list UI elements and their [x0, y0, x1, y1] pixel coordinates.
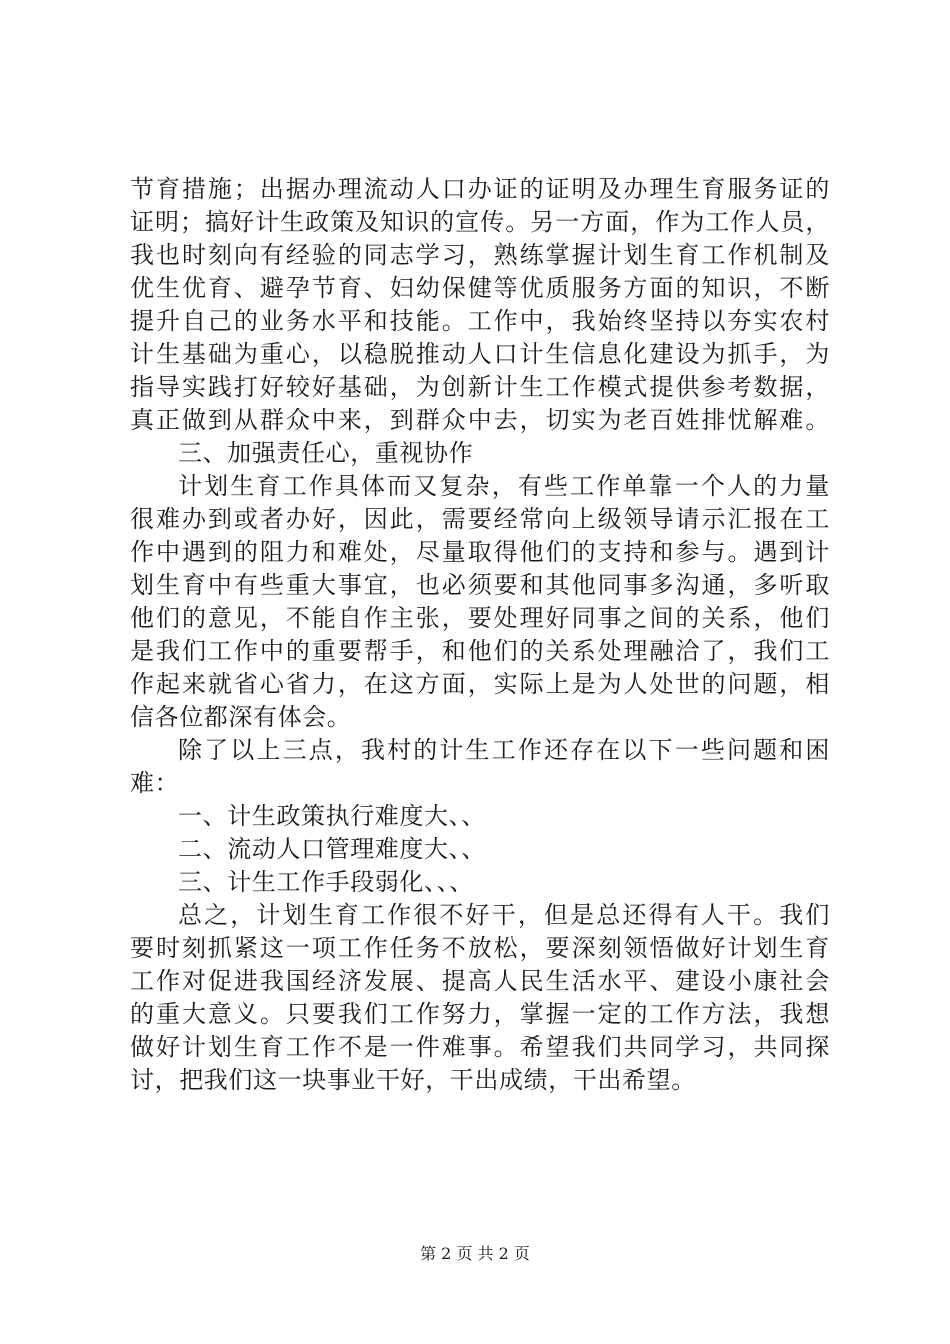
text-line: 我也时刻向有经验的同志学习，熟练掌握计划生育工作机制及 [130, 241, 830, 269]
page-number-footer: 第 2 页 共 2 页 [420, 1244, 530, 1263]
text-line: 证明；搞好计生政策及知识的宣传。另一方面，作为工作人员， [130, 208, 830, 236]
text-line: 的重大意义。只要我们工作努力，掌握一定的工作方法，我想 [130, 1000, 830, 1028]
text-line: 信各位都深有体会。 [130, 703, 352, 731]
text-line: 真正做到从群众中来，到群众中去，切实为老百姓排忧解难。 [130, 406, 830, 434]
text-line: 计生基础为重心，以稳脱推动人口计生信息化建设为抓手，为 [130, 340, 830, 368]
text-line: 作中遇到的阻力和难处，尽量取得他们的支持和参与。遇到计 [130, 538, 830, 566]
text-line: 工作对促进我国经济发展、提高人民生活水平、建设小康社会 [130, 967, 830, 995]
text-line: 指导实践打好较好基础，为创新计生工作模式提供参考数据， [130, 373, 830, 401]
document-body [130, 173, 830, 1097]
list-item: 一、计生政策执行难度大、、 [178, 802, 486, 830]
text-line: 讨，把我们这一块事业干好，干出成绩，干出希望。 [130, 1066, 696, 1094]
text-line: 除了以上三点，我村的计生工作还存在以下一些问题和困 [178, 736, 830, 764]
text-line: 作起来就省心省力，在这方面，实际上是为人处世的问题，相 [130, 670, 830, 698]
text-line: 很难办到或者办好，因此，需要经常向上级领导请示汇报在工 [130, 505, 830, 533]
text-line: 计划生育工作具体而又复杂，有些工作单靠一个人的力量 [178, 472, 830, 500]
section-heading: 三、加强责任心，重视协作 [178, 439, 474, 467]
text-line: 是我们工作中的重要帮手，和他们的关系处理融洽了，我们工 [130, 637, 830, 665]
text-line: 节育措施；出据办理流动人口办证的证明及办理生育服务证的 [130, 175, 830, 203]
text-line: 要时刻抓紧这一项工作任务不放松，要深刻领悟做好计划生育 [130, 934, 830, 962]
text-line: 优生优育、避孕节育、妇幼保健等优质服务方面的知识，不断 [130, 274, 830, 302]
text-line: 他们的意见，不能自作主张，要处理好同事之间的关系，他们 [130, 604, 830, 632]
text-line: 难： [130, 769, 180, 797]
text-line: 划生育中有些重大事宜，也必须要和其他同事多沟通，多听取 [130, 571, 830, 599]
text-line: 总之，计划生育工作很不好干，但是总还得有人干。我们 [178, 901, 830, 929]
text-line: 提升自己的业务水平和技能。工作中，我始终坚持以夯实农村 [130, 307, 830, 335]
list-item: 三、计生工作手段弱化、、、 [178, 868, 474, 896]
list-item: 二、流动人口管理难度大、、 [178, 835, 486, 863]
text-line: 做好计划生育工作不是一件难事。希望我们共同学习，共同探 [130, 1033, 830, 1061]
